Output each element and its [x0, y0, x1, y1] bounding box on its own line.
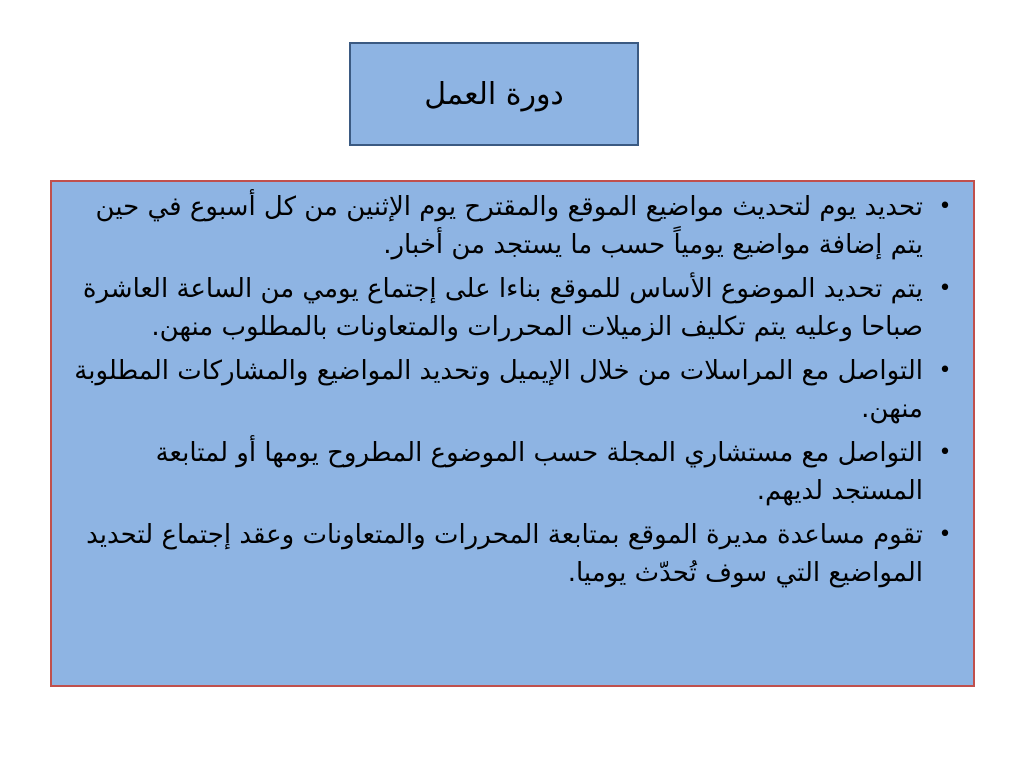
bullet-icon: • — [938, 358, 952, 383]
title-box — [349, 42, 639, 146]
bullet-list — [62, 188, 955, 592]
bullet-text: التواصل مع المراسلات من خلال الإيميل وتحديد المواضيع والمشاركات المطلوبة منهن. — [74, 356, 923, 424]
bullet-text: التواصل مع مستشاري المجلة حسب الموضوع المطروح يومها أو لمتابعة المستجد لديهم. — [155, 438, 923, 506]
bullet-icon: • — [938, 522, 952, 547]
bullet-icon: • — [938, 276, 952, 301]
bullet-icon: • — [938, 440, 952, 465]
slide-title: دورة العمل — [424, 76, 564, 112]
bullet-icon: • — [938, 194, 952, 219]
bullet-text: تقوم مساعدة مديرة الموقع بمتابعة المحررات والمتعاونات وعقد إجتماع لتحديد المواضيع التي سوف تُحدّث يوميا. — [86, 520, 923, 588]
bullet-text: يتم تحديد الموضوع الأساس للموقع بناءا على إجتماع يومي من الساعة العاشرة صباحا وعليه يتم تكليف الزميلات المحررات والمتعاونات بالمطلوب منهن. — [82, 274, 923, 342]
content-box — [50, 180, 975, 687]
bullet-item — [62, 188, 955, 264]
bullet-item — [62, 434, 955, 510]
bullet-item — [62, 270, 955, 346]
bullet-item — [62, 516, 955, 592]
bullet-text: تحديد يوم لتحديث مواضيع الموقع والمقترح يوم الإثنين من كل أسبوع في حين يتم إضافة مواضيع يومياً حسب ما يستجد من أخبار. — [95, 192, 923, 260]
bullet-item — [62, 352, 955, 428]
